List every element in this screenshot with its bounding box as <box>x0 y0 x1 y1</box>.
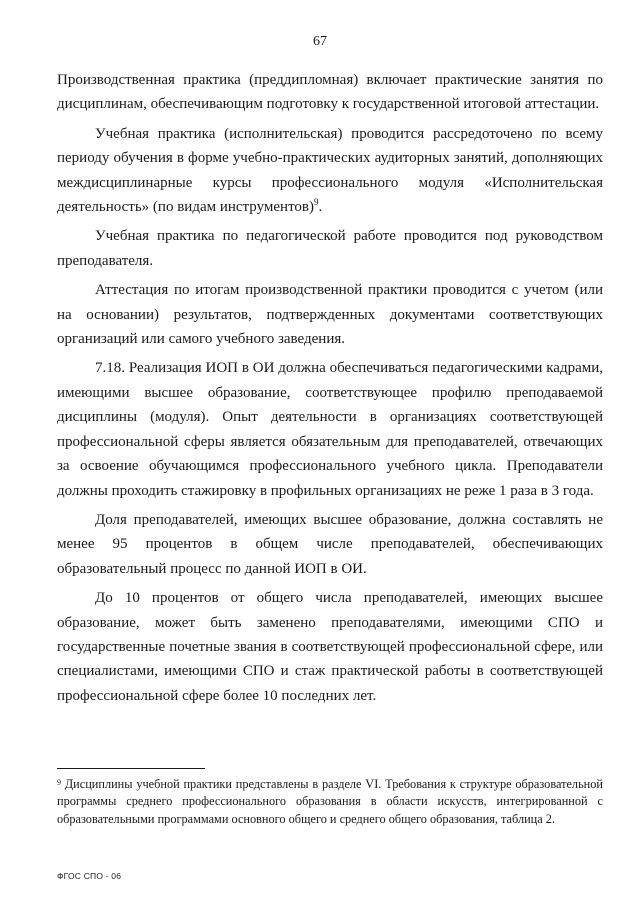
paragraph-text: Учебная практика (исполнительская) проводится рассредоточено по всему периоду обучения в форме учебно-практических аудиторных занятий, дополняющих междисциплинарные курсы профессионального модуля «Исполнительская деятельность» (по видам инструментов) <box>57 125 603 216</box>
paragraph-share-higher-education: Доля преподавателей, имеющих высшее образование, должна составлять не менее 95 процентов в общем числе преподавателей, обеспечивающих образовательный процесс по данной ИОП в ОИ. <box>57 511 603 577</box>
footnote-reference: 9 <box>314 197 319 208</box>
paragraph-replacement-teachers: До 10 процентов от общего числа преподавателей, имеющих высшее образование, может быть заменено преподавателями, имеющими СПО и государственные почетные звания в соответствующей профессиональной сфере, или специалистами, имеющими СПО и стаж практической работы в соответствующей профессиональной сфере более 10 последних лет. <box>57 590 603 704</box>
paragraph-practice-pedagogical: Учебная практика по педагогической работе проводится под руководством преподавателя. <box>57 228 603 269</box>
paragraph-7-18-staffing: 7.18. Реализация ИОП в ОИ должна обеспечиваться педагогическими кадрами, имеющими высшее образование, соответствующее профилю преподаваемой дисциплины (модуля). Опыт деятельности в организациях соответствующей профессиональной сферы является обязательным для преподавателей, отвечающих за освоение обучающимся профессионального учебного цикла. Преподаватели должны проходить стажировку в профильных организациях не реже 1 раза в 3 года. <box>57 360 603 499</box>
paragraph-practice-ispolnitelskaya <box>57 122 603 220</box>
page-number: 67 <box>313 34 327 49</box>
paragraph-practice-preddiplomnaya: Производственная практика (преддипломная) включает практические занятия по дисциплинам, обеспечивающим подготовку к государственной итоговой аттестации. <box>57 72 603 113</box>
footnote <box>57 776 603 828</box>
footnote-text: Дисциплины учебной практики представлены в разделе VI. Требования к структуре образовательной программы среднего профессионального образования в области искусств, интегрированной с образовательными программами основного общего и среднего общего образования, таблица 2. <box>57 777 603 826</box>
footnote-marker: 9 <box>57 778 61 787</box>
footnote-separator <box>57 768 205 769</box>
paragraph-attestation: Аттестация по итогам производственной практики проводится с учетом (или на основании) результатов, подтвержденных документами соответствующих организаций или самого учебного заведения. <box>57 282 603 348</box>
body-text <box>57 68 603 708</box>
document-code: ФГОС СПО - 06 <box>57 871 122 881</box>
paragraph-end-punctuation: . <box>318 199 323 216</box>
